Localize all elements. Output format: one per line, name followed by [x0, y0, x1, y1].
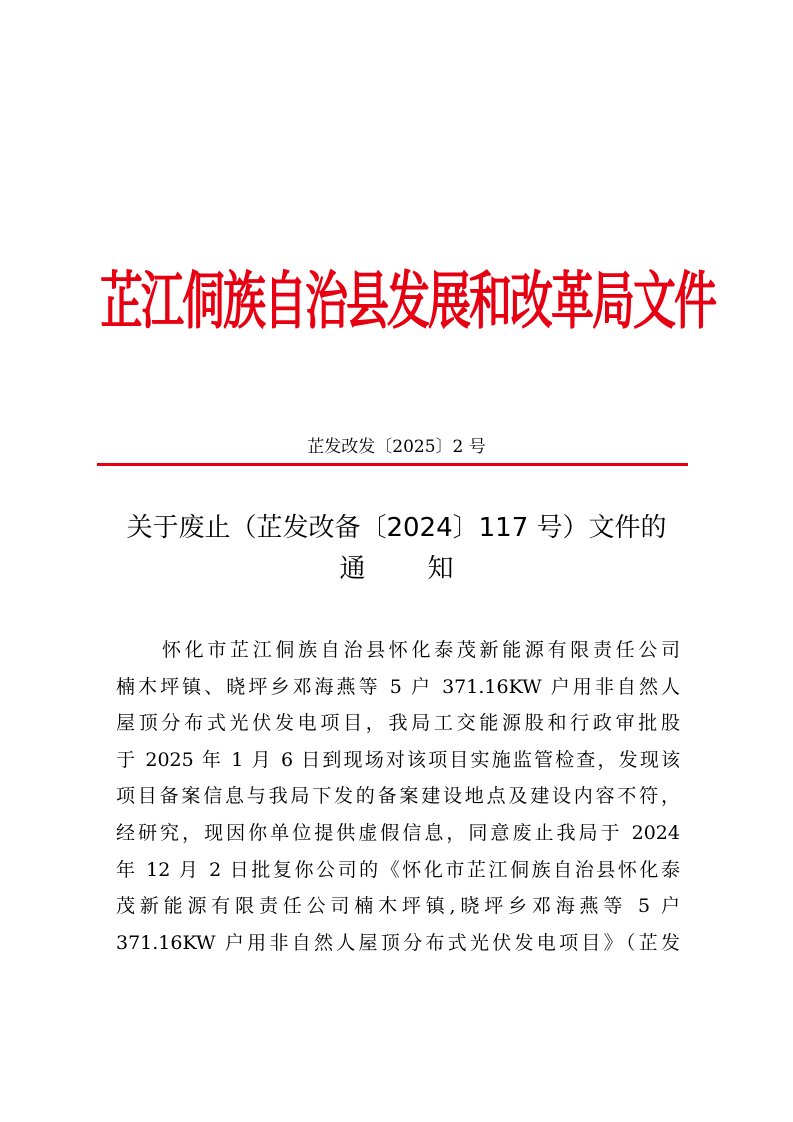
body-line: 项目备案信息与我局下发的备案建设地点及建设内容不符， [116, 785, 680, 808]
body-paragraph [116, 632, 680, 961]
body-line: 年 12 月 2 日批复你公司的《怀化市芷江侗族自治县怀化泰 [116, 858, 680, 881]
body-line: 于 2025 年 1 月 6 日到现场对该项目实施监管检查，发现该 [116, 748, 680, 771]
body-line: 茂新能源有限责任公司楠木坪镇,晓坪乡邓海燕等 5 户 [116, 895, 680, 918]
notice-title-line-2: 通知 [339, 554, 516, 584]
body-line: 经研究，现因你单位提供虚假信息，同意废止我局于 2024 [116, 821, 680, 844]
body-line: 楠木坪镇、晓坪乡邓海燕等 5 户 371.16KW 户用非自然人 [116, 675, 680, 698]
body-line: 371.16KW 户用非自然人屋顶分布式光伏发电项目》（芷发 [116, 931, 680, 954]
body-line: 屋顶分布式光伏发电项目，我局工交能源股和行政审批股 [116, 712, 680, 735]
masthead-title: 芷江侗族自治县发展和改革局文件 [100, 265, 715, 339]
document-number: 芷发改发〔2025〕2 号 [307, 437, 486, 457]
red-divider-line [97, 463, 688, 466]
notice-title-line-1: 关于废止（芷发改备〔2024〕117 号）文件的 [126, 513, 667, 543]
body-line: 怀化市芷江侗族自治县怀化泰茂新能源有限责任公司 [162, 639, 680, 661]
